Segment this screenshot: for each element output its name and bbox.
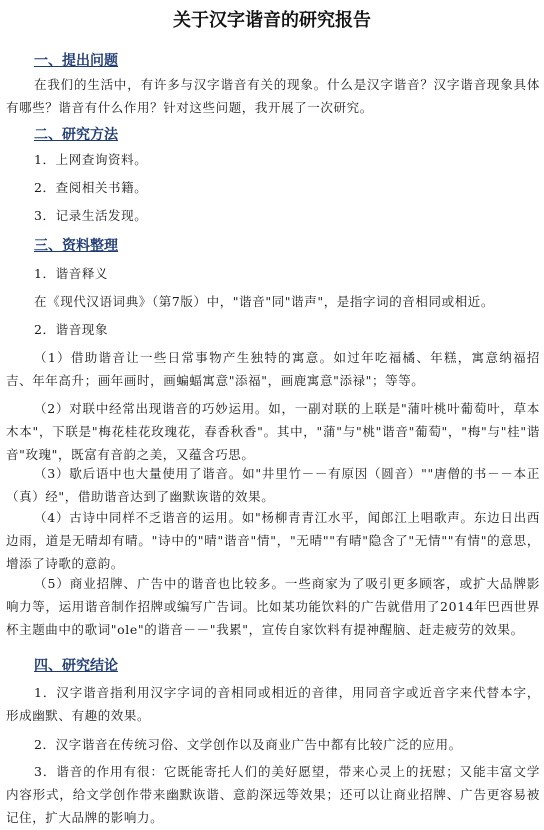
paragraph-definition: 在《现代汉语词典》（第7版）中，"谐音"同"谐声"，是指字词的音相同或相近。 [34, 294, 495, 309]
conclusion-paragraph: 2．汉字谐音在传统习俗、文学创作以及商业广告中都有比较广泛的应用。 [34, 737, 462, 752]
heading-data-organization: 三、资料整理 [34, 238, 118, 254]
phenomenon-paragraph: （4）古诗中同样不乏谐音的运用。如"杨柳青青江水平，闻郎江上唱歌声。东边日出西边雨，道是无晴却有晴。"诗中的"晴"谐音"情"，"无晴""有晴"隐含了"无情""有情"的意思，增添了诗歌的意韵。 [6, 510, 540, 571]
subheading-phenomena: 2．谐音现象 [34, 322, 109, 337]
phenomenon-paragraph: （2）对联中经常出现谐音的巧妙运用。如，一副对联的上联是"蒲叶桃叶葡萄叶，草本木本"，下联是"梅花桂花玫瑰花，春香秋香"。其中，"蒲"与"桃"谐音"葡萄"，"梅"与"桂"谐音"玫瑰"，既富有音韵之美，又蕴含巧思。 [6, 401, 540, 462]
method-item: 3．记录生活发现。 [34, 208, 148, 223]
heading-conclusions: 四、研究结论 [34, 658, 118, 674]
phenomenon-paragraph: （3）歇后语中也大量使用了谐音。如"井里竹－－有原因（圆音）""唐僧的书－－本正（真）经"，借助谐音达到了幽默诙谐的效果。 [6, 466, 540, 504]
heading-propose-problem: 一、提出问题 [34, 53, 118, 69]
phenomenon-paragraph: （1）借助谐音让一些日常事物产生独特的寓意。如过年吃福橘、年糕，寓意纳福招吉、年年高升；画年画时，画蝙蝠寓意"添福"，画鹿寓意"添禄"；等等。 [6, 350, 540, 388]
paragraph-intro: 在我们的生活中，有许多与汉字谐音有关的现象。什么是汉字谐音？汉字谐音现象具体有哪些？谐音有什么作用？针对这些问题，我开展了一次研究。 [6, 77, 540, 115]
subheading-definition: 1．谐音释义 [34, 266, 109, 281]
conclusion-paragraph: 3．谐音的作用有很：它既能寄托人们的美好愿望，带来心灵上的抚慰；又能丰富文学内容形式，给文学创作带来幽默诙谐、意韵深远等效果；还可以让商业招牌、广告更容易被记住，扩大品牌的影响力。 [6, 764, 540, 825]
method-item: 1．上网查询资料。 [34, 152, 148, 167]
phenomenon-paragraph: （5）商业招牌、广告中的谐音也比较多。一些商家为了吸引更多顾客，或扩大品牌影响力等，运用谐音制作招牌或编写广告词。比如某功能饮料的广告就借用了2014年巴西世界杯主题曲中的歌词"ole"的谐音－－"我累"，宣传自家饮料有提神醒脑、赶走疲劳的效果。 [6, 576, 540, 637]
method-item: 2．查阅相关书籍。 [34, 180, 148, 195]
document-title: 关于汉字谐音的研究报告 [173, 10, 371, 31]
heading-research-methods: 二、研究方法 [34, 127, 118, 143]
conclusion-paragraph: 1．汉字谐音指利用汉字字词的音相同或相近的音律，用同音字或近音字来代替本字，形成幽默、有趣的效果。 [6, 685, 540, 723]
